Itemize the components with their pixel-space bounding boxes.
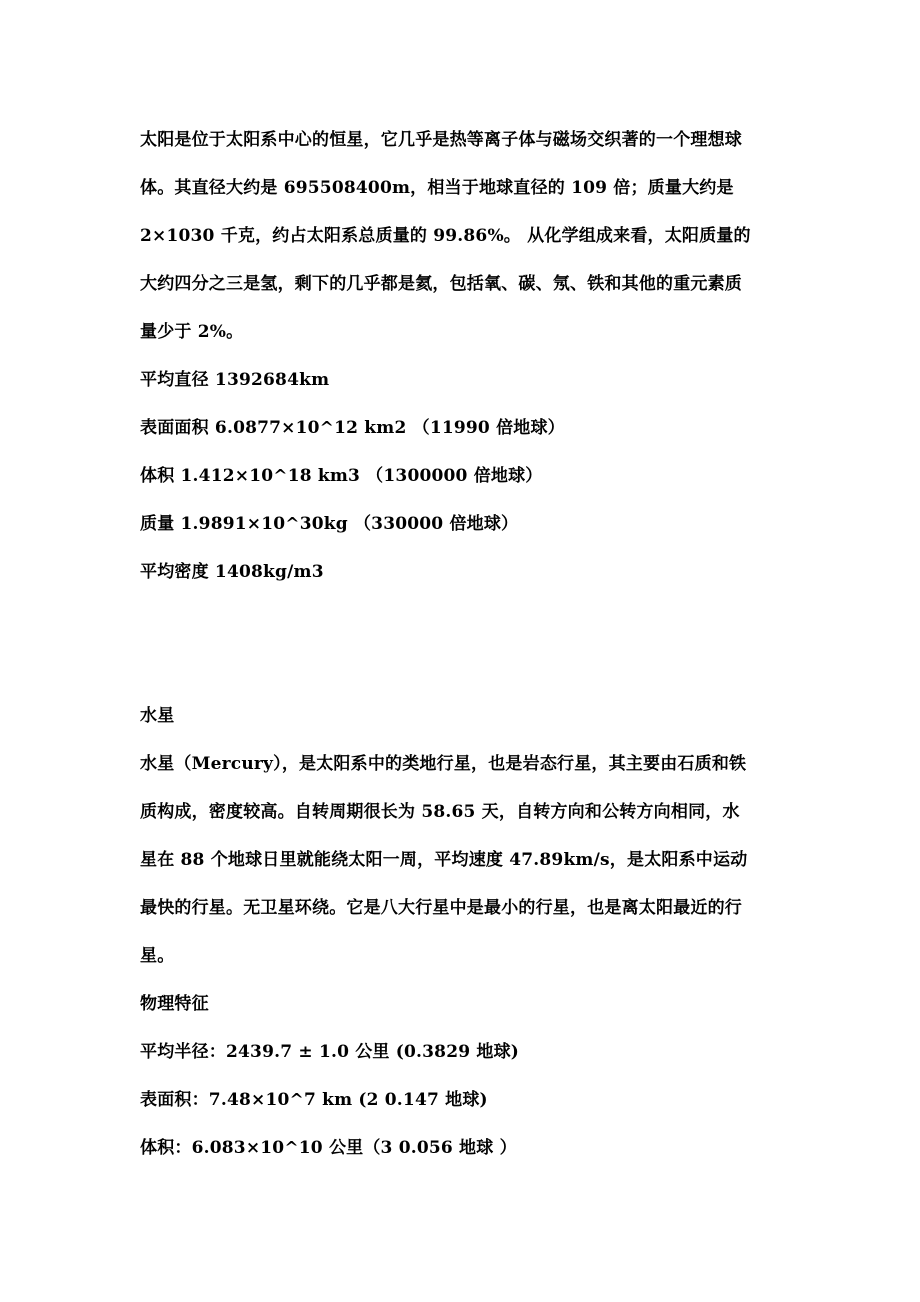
sun-diameter: 平均直径 1392684km [140, 370, 330, 390]
sun-intro-line: 量少于 2%。 [140, 322, 244, 342]
sun-mass: 质量 1.9891×10^30kg （330000 倍地球） [140, 514, 519, 534]
mercury-physical-heading: 物理特征 [140, 994, 209, 1014]
mercury-intro-paragraph [140, 740, 785, 980]
sun-surface-area: 表面面积 6.0877×10^12 km2 （11990 倍地球） [140, 418, 565, 438]
sun-intro-line: 大约四分之三是氢，剩下的几乎都是氦，包括氧、碳、氖、铁和其他的重元素质 [140, 274, 742, 294]
sun-density: 平均密度 1408kg/m3 [140, 562, 324, 582]
mercury-surface-area: 表面积：7.48×10^7 km (2 0.147 地球) [140, 1090, 488, 1110]
mercury-intro-line: 质构成，密度较高。自转周期很长为 58.65 天，自转方向和公转方向相同，水 [140, 802, 740, 822]
sun-volume: 体积 1.412×10^18 km3 （1300000 倍地球） [140, 466, 543, 486]
mercury-intro-line: 星。 [140, 946, 175, 966]
mercury-intro-line: 星在 88 个地球日里就能绕太阳一周，平均速度 47.89km/s，是太阳系中运动 [140, 850, 748, 870]
mercury-heading: 水星 [140, 706, 175, 726]
section-spacer [140, 596, 785, 692]
sun-intro-paragraph [140, 116, 785, 356]
sun-intro-line: 体。其直径大约是 695508400m，相当于地球直径的 109 倍；质量大约是 [140, 178, 734, 198]
sun-intro-line: 2×1030 千克，约占太阳系总质量的 99.86%。 从化学组成来看，太阳质量的 [140, 226, 751, 246]
mercury-intro-line: 水星（Mercury），是太阳系中的类地行星，也是岩态行星，其主要由石质和铁 [140, 754, 747, 774]
sun-intro-line: 太阳是位于太阳系中心的恒星，它几乎是热等离子体与磁场交织著的一个理想球 [140, 130, 742, 150]
document-content [140, 116, 785, 1172]
mercury-radius: 平均半径：2439.7 ± 1.0 公里 (0.3829 地球) [140, 1042, 520, 1062]
mercury-intro-line: 最快的行星。无卫星环绕。它是八大行星中是最小的行星，也是离太阳最近的行 [140, 898, 742, 918]
mercury-volume: 体积：6.083×10^10 公里（3 0.056 地球 ） [140, 1138, 517, 1158]
